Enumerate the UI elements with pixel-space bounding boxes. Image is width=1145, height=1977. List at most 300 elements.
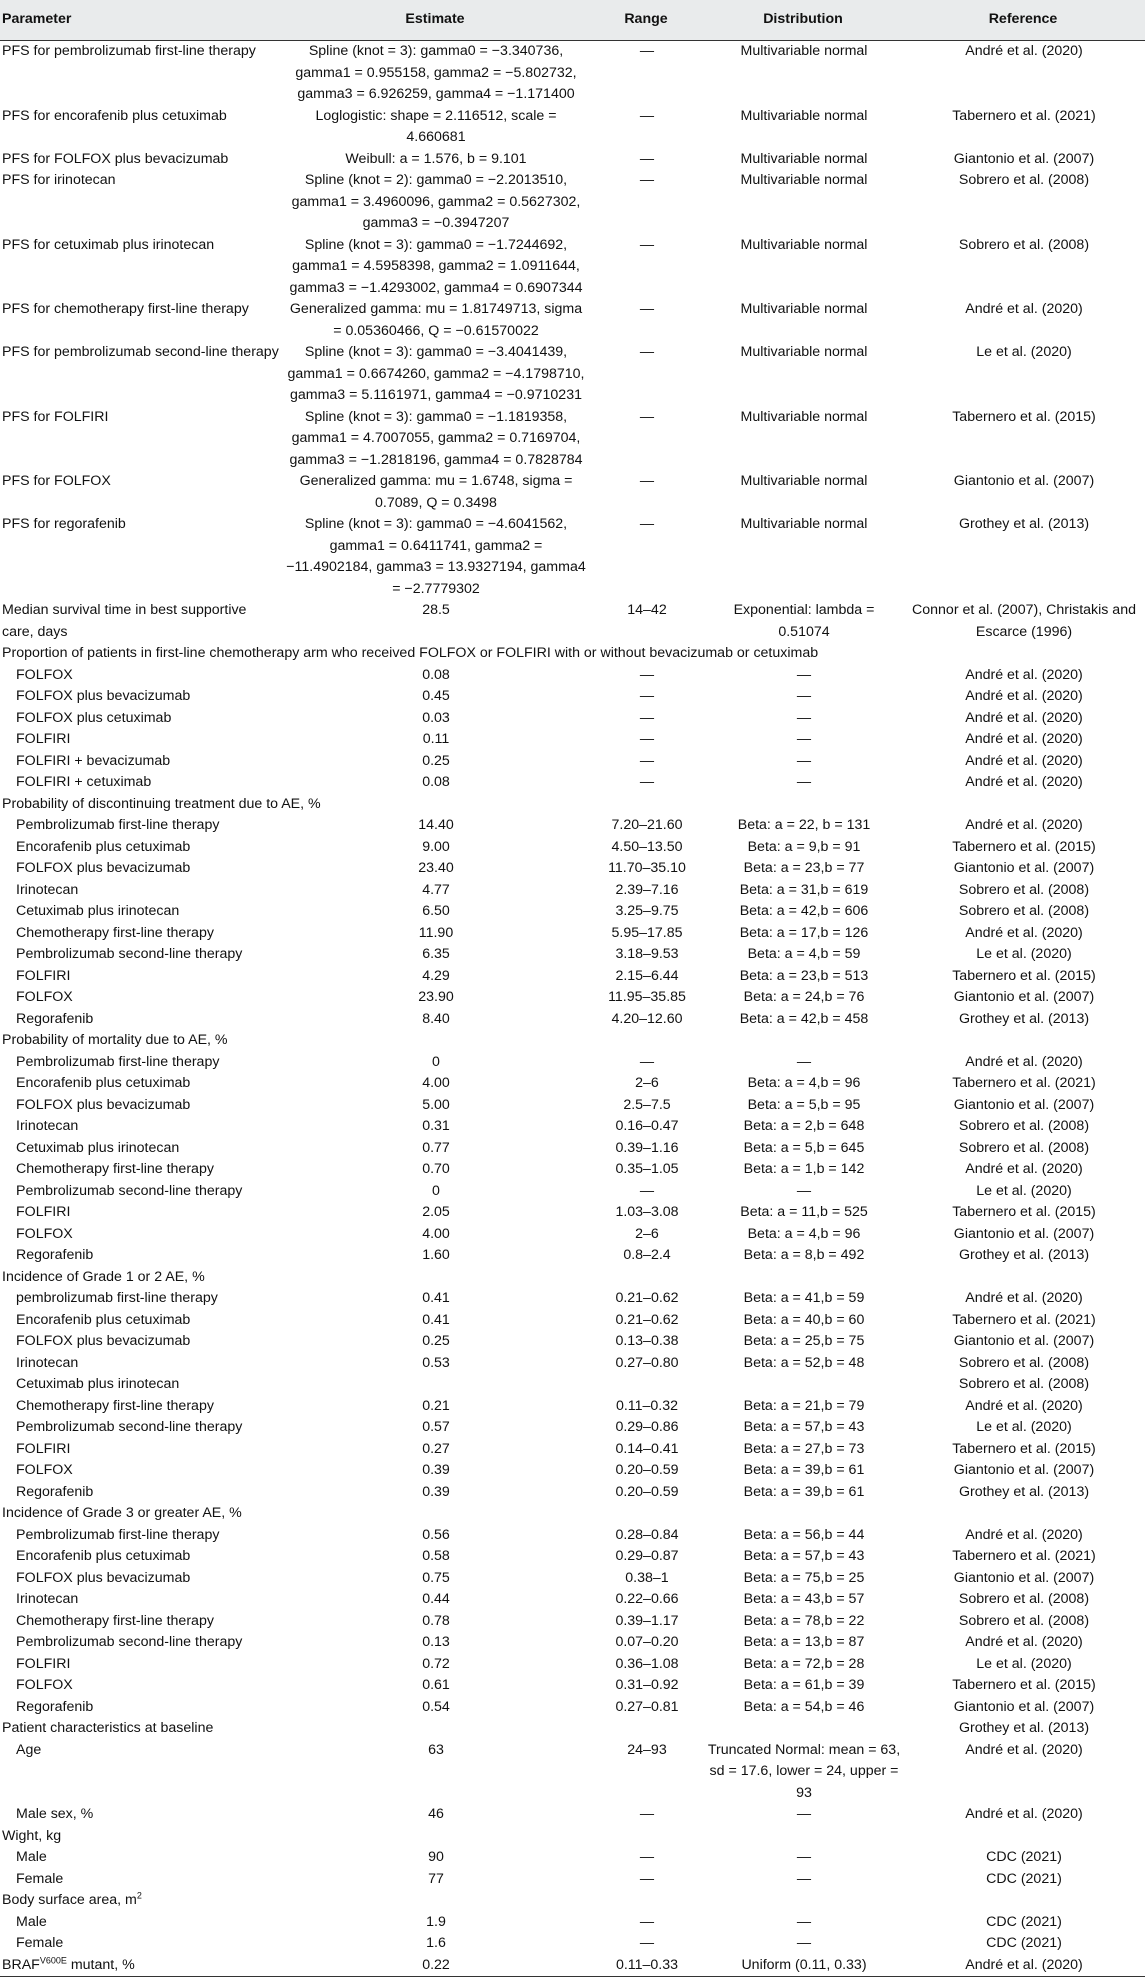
distribution-cell	[705, 1374, 905, 1396]
section-label	[0, 794, 1145, 816]
range-cell: —	[639, 666, 655, 683]
reference-cell: André et al. (2020)	[965, 1053, 1083, 1070]
section-label	[0, 1030, 1145, 1052]
reference-cell: André et al. (2020)	[965, 924, 1083, 941]
distribution-cell: —	[796, 1053, 812, 1070]
distribution-cell: —	[796, 1935, 812, 1951]
range-cell: 0.20–0.59	[615, 1483, 679, 1500]
parameter-cell: Encorafenib plus cetuximab	[16, 1075, 191, 1091]
parameter-cell: FOLFOX	[16, 1225, 73, 1242]
estimate-cell: 90	[428, 1849, 444, 1865]
section-label-text: Probability of discontinuing treatment due to AE, %	[2, 795, 321, 812]
range-cell: 4.50–13.50	[611, 838, 683, 855]
estimate-cell: 0.21	[422, 1397, 450, 1414]
range-cell: 1.03–3.08	[615, 1204, 679, 1220]
estimate-cell: Spline (knot = 3): gamma0 = −1.1819358, gamma1 = 4.7007055, gamma2 = 0.7169704, gamma3 = −1.2818196, gamma4 = 0.7828784	[289, 408, 583, 468]
distribution-cell: Beta: a = 5,b = 95	[747, 1096, 861, 1113]
estimate-cell: 0	[432, 1182, 440, 1199]
table-row	[0, 1138, 1145, 1160]
range-cell: —	[639, 301, 655, 317]
column-header-range: Range	[591, 0, 705, 41]
estimate-cell: Loglogistic: shape = 2.116512, scale = 4.660681	[315, 107, 557, 145]
distribution-cell: Beta: a = 27,b = 73	[743, 1440, 865, 1457]
parameter-cell: FOLFOX plus bevacizumab	[16, 860, 191, 876]
reference-cell: André et al. (2020)	[965, 301, 1083, 317]
distribution-cell: Multivariable normal	[740, 43, 868, 59]
section-label-text: Incidence of Grade 1 or 2 AE, %	[2, 1268, 205, 1285]
estimate-cell: 0.72	[422, 1655, 450, 1672]
estimate-cell: 0.57	[422, 1419, 450, 1435]
range-cell: —	[639, 516, 655, 532]
table-row	[0, 1740, 1145, 1805]
estimate-cell: 0.25	[422, 1333, 450, 1349]
distribution-cell: Beta: a = 39,b = 61	[743, 1462, 865, 1478]
distribution-cell: Multivariable normal	[740, 473, 868, 489]
column-header-distribution: Distribution	[705, 0, 905, 41]
range-cell: —	[639, 107, 655, 124]
distribution-cell: Beta: a = 75,b = 25	[743, 1569, 865, 1586]
table-row	[0, 1288, 1145, 1310]
table-row	[0, 1073, 1145, 1095]
table-row	[0, 987, 1145, 1009]
distribution-cell: Beta: a = 4,b = 59	[747, 946, 861, 962]
table-row	[0, 106, 1145, 149]
distribution-cell: —	[796, 1182, 812, 1199]
reference-cell: Giantonio et al. (2007)	[953, 1698, 1095, 1715]
distribution-cell: Beta: a = 11,b = 525	[740, 1204, 868, 1220]
superscript: 2	[136, 1890, 142, 1901]
estimate-cell: 0.11	[422, 731, 450, 747]
distribution-cell: Multivariable normal	[740, 150, 868, 167]
range-cell: 0.8–2.4	[623, 1247, 671, 1263]
parameter-cell: PFS for FOLFOX	[2, 473, 111, 489]
table-row	[0, 1052, 1145, 1074]
range-cell: —	[639, 1806, 655, 1822]
parameter-cell: FOLFIRI + cetuximab	[16, 774, 152, 790]
range-cell: —	[639, 1913, 655, 1930]
table-row	[0, 170, 1145, 235]
range-cell: —	[639, 1870, 655, 1887]
range-cell: 0.29–0.87	[615, 1548, 679, 1564]
parameter-cell: Encorafenib plus cetuximab	[16, 1548, 191, 1564]
reference-cell: André et al. (2020)	[965, 752, 1083, 769]
table-row	[0, 858, 1145, 880]
table-row	[0, 1697, 1145, 1719]
distribution-cell: Beta: a = 78,b = 22	[743, 1612, 865, 1629]
range-cell: —	[639, 1053, 655, 1070]
reference-cell: Tabernero et al. (2021)	[952, 1075, 1096, 1091]
table-row	[0, 1374, 1145, 1396]
table-row	[0, 686, 1145, 708]
reference-cell: Sobrero et al. (2008)	[958, 236, 1090, 253]
range-cell: 0.39–1.17	[615, 1612, 679, 1629]
estimate-cell: 0.70	[422, 1161, 450, 1177]
range-cell: 0.38–1	[625, 1569, 669, 1586]
range-cell: —	[639, 236, 655, 253]
range-cell: 0.28–0.84	[615, 1526, 679, 1543]
estimate-cell: 4.77	[422, 881, 450, 898]
parameter-cell: PFS for regorafenib	[2, 516, 126, 532]
range-cell: 0.14–0.41	[615, 1440, 679, 1457]
parameter-cell: Female	[16, 1870, 64, 1887]
distribution-cell: Beta: a = 39,b = 61	[743, 1483, 865, 1500]
distribution-cell: Beta: a = 2,b = 648	[743, 1118, 865, 1134]
parameter-cell: Pembrolizumab second-line therapy	[16, 1634, 243, 1650]
parameter-cell: FOLFOX	[16, 989, 73, 1005]
range-cell: 0.13–0.38	[615, 1333, 679, 1349]
distribution-cell: Beta: a = 5,b = 645	[743, 1139, 865, 1156]
range-cell: 0.29–0.86	[615, 1419, 679, 1435]
table-row	[0, 772, 1145, 794]
reference-cell: André et al. (2020)	[965, 1397, 1083, 1414]
reference-cell: Giantonio et al. (2007)	[953, 1333, 1095, 1349]
parameter-cell: Patient characteristics at baseline	[2, 1720, 214, 1736]
estimate-cell: 0.41	[422, 1290, 450, 1306]
estimate-cell: 0.54	[422, 1698, 450, 1715]
table-section-row	[0, 794, 1145, 816]
table-row	[0, 1095, 1145, 1117]
parameter-cell: Cetuximab plus irinotecan	[16, 1376, 180, 1392]
range-cell: 5.95–17.85	[611, 924, 683, 941]
parameter-cell: FOLFOX plus cetuximab	[16, 709, 172, 726]
parameter-cell: FOLFOX plus bevacizumab	[16, 1333, 191, 1349]
table-row	[0, 1202, 1145, 1224]
range-cell: —	[639, 43, 655, 59]
distribution-cell: Beta: a = 4,b = 96	[747, 1075, 861, 1091]
parameter-cell: FOLFIRI	[16, 1655, 71, 1672]
range-cell: —	[639, 752, 655, 769]
range-cell: 0.16–0.47	[615, 1118, 679, 1134]
table-row	[0, 1912, 1145, 1934]
distribution-cell: Multivariable normal	[740, 516, 868, 532]
table-row	[0, 1331, 1145, 1353]
table-row	[0, 1353, 1145, 1375]
parameter-cell: FOLFOX	[16, 666, 73, 683]
distribution-cell: Beta: a = 4,b = 96	[747, 1225, 861, 1242]
parameter-cell: FOLFIRI	[16, 731, 71, 747]
range-cell: 7.20–21.60	[611, 817, 683, 833]
reference-cell: Giantonio et al. (2007)	[953, 473, 1095, 489]
section-label-text: Wight, kg	[2, 1827, 62, 1844]
section-label	[0, 1503, 1145, 1525]
distribution-cell: Beta: a = 8,b = 492	[743, 1247, 865, 1263]
reference-cell: Tabernero et al. (2015)	[952, 1677, 1096, 1693]
distribution-cell	[705, 1718, 905, 1740]
table-row	[0, 837, 1145, 859]
parameter-cell: pembrolizumab first-line therapy	[16, 1290, 218, 1306]
reference-cell: André et al. (2020)	[965, 1634, 1083, 1650]
estimate-cell: 14.40	[418, 817, 454, 833]
range-cell: 2–6	[635, 1075, 659, 1091]
range-cell: —	[639, 709, 655, 726]
estimate-cell: 0.56	[422, 1526, 450, 1543]
parameter-cell: FOLFIRI	[16, 1440, 71, 1457]
estimate-cell: 0.39	[422, 1483, 450, 1500]
range-cell: 2.39–7.16	[615, 881, 679, 898]
range-cell: —	[639, 172, 655, 188]
table-header-row	[0, 0, 1145, 41]
table-row	[0, 729, 1145, 751]
range-cell: 0.11–0.32	[615, 1397, 679, 1414]
reference-cell: Giantonio et al. (2007)	[953, 1462, 1095, 1478]
parameter-cell: PFS for FOLFIRI	[2, 408, 109, 425]
estimate-cell: 4.00	[422, 1225, 450, 1242]
estimate-cell: 1.9	[426, 1913, 446, 1930]
table-row	[0, 1245, 1145, 1267]
distribution-cell: —	[796, 1913, 812, 1930]
reference-cell: Giantonio et al. (2007)	[953, 150, 1095, 167]
range-cell: 3.18–9.53	[615, 946, 679, 962]
table-row	[0, 1611, 1145, 1633]
parameter-cell: FOLFOX plus bevacizumab	[16, 1096, 191, 1113]
parameter-cell: Chemotherapy first-line therapy	[16, 1612, 214, 1629]
distribution-cell: —	[796, 1870, 812, 1887]
estimate-cell: 0.45	[422, 688, 450, 704]
estimate-cell: 63	[428, 1741, 444, 1758]
estimate-cell: Generalized gamma: mu = 1.6748, sigma = 0.7089, Q = 0.3498	[299, 473, 573, 511]
range-cell: 0.20–0.59	[615, 1462, 679, 1478]
table-row	[0, 1417, 1145, 1439]
reference-cell: Grothey et al. (2013)	[958, 1720, 1090, 1736]
table-row	[0, 708, 1145, 730]
distribution-cell: Beta: a = 57,b = 43	[743, 1419, 865, 1435]
reference-cell: Connor et al. (2007), Christakis and Escarce (1996)	[912, 602, 1136, 640]
reference-cell: Le et al. (2020)	[976, 946, 1072, 962]
range-cell: —	[639, 1849, 655, 1865]
range-cell: 0.27–0.80	[615, 1354, 679, 1371]
estimate-cell: Spline (knot = 3): gamma0 = −3.340736, gamma1 = 0.955158, gamma2 = −5.802732, gamma3 = 6.926259, gamma4 = −1.171400	[295, 43, 577, 102]
range-cell: —	[639, 1182, 655, 1199]
distribution-cell: Multivariable normal	[740, 301, 868, 317]
parameter-cell: Regorafenib	[16, 1010, 94, 1027]
parameter-cell: Pembrolizumab second-line therapy	[16, 946, 243, 962]
section-label-text: Proportion of patients in first-line chemotherapy arm who received FOLFOX or FOLFIRI with or without bevacizumab or cetuximab	[2, 645, 819, 661]
parameter-cell: Male sex, %	[16, 1806, 94, 1822]
parameter-cell: Chemotherapy first-line therapy	[16, 1397, 214, 1414]
distribution-cell: Uniform (0.11, 0.33)	[705, 1955, 905, 1977]
distribution-cell: —	[796, 731, 812, 747]
gene-name: BRAF	[2, 1956, 40, 1973]
reference-cell: Tabernero et al. (2021)	[952, 1311, 1096, 1328]
table-section-row	[0, 1030, 1145, 1052]
reference-cell: Tabernero et al. (2021)	[952, 107, 1096, 124]
reference-cell: Le et al. (2020)	[976, 1419, 1072, 1435]
table-row	[0, 407, 1145, 472]
parameter-cell: PFS for cetuximab plus irinotecan	[2, 236, 215, 253]
distribution-cell: Beta: a = 61,b = 39	[743, 1677, 865, 1693]
section-label-text: Incidence of Grade 3 or greater AE, %	[2, 1505, 242, 1521]
table-row	[0, 1869, 1145, 1891]
parameter-cell: Cetuximab plus irinotecan	[16, 903, 180, 919]
parameter-cell: Encorafenib plus cetuximab	[16, 838, 191, 855]
section-label	[0, 1267, 1145, 1289]
parameter-cell: Regorafenib	[16, 1247, 94, 1263]
column-header-parameter: Parameter	[0, 0, 283, 41]
range-cell: 0.27–0.81	[615, 1698, 679, 1715]
range-cell: —	[639, 473, 655, 489]
table-body	[0, 41, 1145, 1977]
table-row	[0, 1482, 1145, 1504]
distribution-cell: Beta: a = 54,b = 46	[743, 1698, 865, 1715]
estimate-cell	[283, 1718, 591, 1740]
table-row	[0, 966, 1145, 988]
range-cell: —	[639, 731, 655, 747]
distribution-cell: Exponential: lambda = 0.51074	[733, 602, 875, 640]
estimate-cell: 4.29	[422, 967, 450, 984]
distribution-cell: Multivariable normal	[740, 107, 868, 124]
distribution-cell: Beta: a = 56,b = 44	[743, 1526, 865, 1543]
range-cell: —	[639, 1935, 655, 1951]
table-row	[0, 1933, 1145, 1955]
range-cell: 2.15–6.44	[615, 967, 679, 984]
distribution-cell: Beta: a = 21,b = 79	[743, 1397, 865, 1414]
estimate-cell: 0.75	[422, 1569, 450, 1586]
reference-cell: André et al. (2020)	[965, 774, 1083, 790]
table-section-row	[0, 1503, 1145, 1525]
range-cell: 24–93	[627, 1741, 667, 1758]
table-row	[0, 41, 1145, 106]
table-row	[0, 1224, 1145, 1246]
reference-cell: André et al. (2020)	[965, 666, 1083, 683]
estimate-cell: 0.25	[422, 752, 450, 769]
parameter-cell	[0, 1955, 283, 1977]
table-row	[0, 1632, 1145, 1654]
reference-cell: Le et al. (2020)	[976, 344, 1072, 360]
range-cell: —	[639, 150, 655, 167]
table-section-row	[0, 1267, 1145, 1289]
estimate-cell: 0.41	[422, 1311, 450, 1328]
range-cell: 2.5–7.5	[623, 1096, 671, 1113]
table-row	[0, 1396, 1145, 1418]
column-header-reference: Reference	[905, 0, 1145, 41]
distribution-cell: —	[796, 709, 812, 726]
range-cell: 0.11–0.33	[591, 1955, 705, 1977]
estimate-cell: 23.40	[418, 860, 454, 876]
parameter-cell: FOLFIRI	[16, 967, 71, 984]
range-cell: —	[639, 408, 655, 425]
table-section-row	[0, 643, 1145, 665]
parameter-cell: Chemotherapy first-line therapy	[16, 1161, 214, 1177]
reference-cell: André et al. (2020)	[965, 709, 1083, 726]
range-cell: 4.20–12.60	[611, 1010, 683, 1027]
reference-cell: CDC (2021)	[986, 1870, 1062, 1887]
table-row	[0, 1310, 1145, 1332]
table-row	[0, 514, 1145, 600]
reference-cell: Giantonio et al. (2007)	[953, 1569, 1095, 1586]
distribution-cell: Beta: a = 1,b = 142	[743, 1161, 865, 1177]
table-row	[0, 1654, 1145, 1676]
reference-cell: Tabernero et al. (2015)	[952, 838, 1096, 855]
reference-cell: Sobrero et al. (2008)	[958, 1612, 1090, 1629]
parameter-cell: PFS for pembrolizumab first-line therapy	[2, 43, 256, 59]
estimate-cell: 4.00	[422, 1075, 450, 1091]
estimate-cell: Spline (knot = 3): gamma0 = −3.4041439, gamma1 = 0.6674260, gamma2 = −4.1798710, gamma3 = 5.1161971, gamma4 = −0.9710231	[287, 344, 585, 403]
table-row	[0, 880, 1145, 902]
table-row	[0, 600, 1145, 643]
table-row	[0, 1159, 1145, 1181]
distribution-cell: —	[796, 1806, 812, 1822]
estimate-cell: Weibull: a = 1.576, b = 9.101	[345, 150, 527, 167]
parameter-cell: Encorafenib plus cetuximab	[16, 1311, 191, 1328]
table-row	[0, 471, 1145, 514]
range-cell: 0.39–1.16	[615, 1139, 679, 1156]
estimate-cell: 0.27	[422, 1440, 450, 1457]
range-cell: 0.07–0.20	[615, 1634, 679, 1650]
table-section-row	[0, 1890, 1145, 1912]
reference-cell: Tabernero et al. (2015)	[952, 1204, 1096, 1220]
table-row	[0, 1181, 1145, 1203]
reference-cell: Sobrero et al. (2008)	[958, 1354, 1090, 1371]
distribution-cell: Multivariable normal	[740, 344, 868, 360]
parameter-cell: Irinotecan	[16, 1118, 79, 1134]
section-label-text: Probability of mortality due to AE, %	[2, 1032, 228, 1048]
range-cell: 0.31–0.92	[615, 1677, 679, 1693]
table-row	[0, 299, 1145, 342]
parameter-cell: Pembrolizumab second-line therapy	[16, 1182, 243, 1199]
distribution-cell: Beta: a = 41,b = 59	[743, 1290, 865, 1306]
distribution-cell: —	[796, 752, 812, 769]
reference-cell: Giantonio et al. (2007)	[953, 989, 1095, 1005]
parameter-cell: Pembrolizumab first-line therapy	[16, 1526, 220, 1543]
distribution-cell: —	[796, 1849, 812, 1865]
distribution-cell: Beta: a = 31,b = 619	[739, 881, 869, 898]
distribution-cell: Beta: a = 42,b = 606	[739, 903, 869, 919]
parameter-cell: FOLFOX	[16, 1677, 73, 1693]
distribution-cell: Beta: a = 52,b = 48	[743, 1354, 865, 1371]
parameter-cell: Pembrolizumab first-line therapy	[16, 1053, 220, 1070]
range-cell: 11.70–35.10	[608, 860, 686, 876]
distribution-cell: Beta: a = 57,b = 43	[743, 1548, 865, 1564]
range-cell: 0.36–1.08	[615, 1655, 679, 1672]
estimate-cell: 0.61	[422, 1677, 450, 1693]
range-cell: 0.35–1.05	[615, 1161, 679, 1177]
distribution-cell: —	[796, 774, 812, 790]
reference-cell: André et al. (2020)	[965, 817, 1083, 833]
estimate-cell: 0.03	[422, 709, 450, 726]
parameter-cell: PFS for pembrolizumab second-line therapy	[2, 344, 279, 360]
distribution-cell: Beta: a = 24,b = 76	[743, 989, 865, 1005]
table-row	[0, 1847, 1145, 1869]
parameter-cell: Pembrolizumab first-line therapy	[16, 817, 220, 833]
distribution-cell: Beta: a = 13,b = 87	[743, 1634, 865, 1650]
reference-cell: Le et al. (2020)	[976, 1182, 1072, 1199]
estimate-cell: 0	[432, 1053, 440, 1070]
estimate-cell: 8.40	[422, 1010, 450, 1027]
mutation-superscript: V600E	[39, 1954, 67, 1965]
reference-cell: André et al. (2020)	[965, 1161, 1083, 1177]
parameter-cell: PFS for encorafenib plus cetuximab	[2, 107, 227, 124]
range-cell: 2–6	[635, 1225, 659, 1242]
reference-cell: Giantonio et al. (2007)	[953, 1096, 1095, 1113]
parameter-cell: Male	[16, 1849, 47, 1865]
range-cell: 14–42	[627, 602, 667, 618]
table-row	[0, 665, 1145, 687]
table-row	[0, 751, 1145, 773]
parameter-cell: FOLFOX plus bevacizumab	[16, 1569, 191, 1586]
distribution-cell: Beta: a = 9,b = 91	[747, 838, 861, 855]
estimate-cell	[283, 1374, 591, 1396]
estimate-cell: 0.53	[422, 1354, 450, 1371]
table-row	[0, 1439, 1145, 1461]
reference-cell: Tabernero et al. (2021)	[952, 1548, 1096, 1564]
table-row	[0, 1675, 1145, 1697]
table-row	[0, 342, 1145, 407]
range-cell: —	[639, 774, 655, 790]
parameter-suffix: mutant, %	[66, 1956, 135, 1973]
reference-cell: André et al. (2020)	[965, 731, 1083, 747]
parameter-cell: Irinotecan	[16, 1354, 79, 1371]
distribution-cell: Beta: a = 17,b = 126	[739, 924, 869, 941]
